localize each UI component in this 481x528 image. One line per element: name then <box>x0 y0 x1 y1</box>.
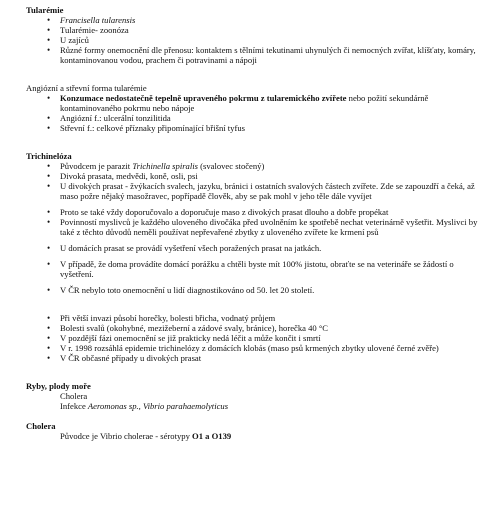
list-item-text: Původcem je parazit <box>60 161 133 171</box>
text-line: Cholera <box>60 391 88 401</box>
list-item <box>60 353 481 363</box>
list-item <box>60 35 481 45</box>
list-item <box>60 181 481 201</box>
list-item <box>60 25 481 35</box>
list-item-text: V r. 1998 rozsáhlá epidemie trichinelózy z domácích klobás (maso psů krmených zbytky ulovené černé zvěře) <box>60 343 439 353</box>
list-item-text: Tularémie- zoonóza <box>60 25 129 35</box>
list-item-text: nebo požití sekundárně kontaminovaného pokrmu nebo nápoje <box>60 93 429 113</box>
section-heading: Tularémie <box>26 5 64 15</box>
bullet-list <box>26 161 481 295</box>
list-item <box>60 15 481 25</box>
list-item-text: U domácích prasat se provádí vyšetření všech poražených prasat na jatkách. <box>60 243 322 253</box>
list-item-text: V pozdější fázi onemocnění se již prakticky nedá léčit a může končit i smrtí <box>60 333 321 343</box>
list-item-text: Střevní f.: celkové příznaky připomínající břišní tyfus <box>60 123 245 133</box>
list-item-text: Povinností myslivců je každého uloveného divočáka před uvolněním ke spotřebě nechat veterinárně vyšetřit. Myslivci by také z těchto důvodů neměli používat nepřevařené zbytky z uloveného zvířete ke krmení psů <box>60 217 478 237</box>
section-heading: Angiózní a střevní forma tularémie <box>26 83 147 93</box>
list-item <box>60 207 481 217</box>
list-item-text: V ČR občasné případy u divokých prasat <box>60 353 202 363</box>
list-item <box>60 123 481 133</box>
section-ryby <box>26 381 481 411</box>
text-span: Původce je Vibrio cholerae - sérotypy <box>60 431 193 441</box>
text-line <box>26 431 481 441</box>
list-item-bold: Konzumace nedostatečně tepelně upraveného pokrmu z tularemického zvířete <box>60 93 347 103</box>
section-heading: Trichinelóza <box>26 151 72 161</box>
bullet-list <box>26 93 481 133</box>
bullet-list <box>26 15 481 65</box>
list-item-text: Francisella tularensis <box>60 15 136 25</box>
list-item-italic: Trichinella spiralis <box>132 161 198 171</box>
list-item <box>60 45 481 65</box>
list-item-text: Angiózní f.: ulcerální tonzilitida <box>60 113 171 123</box>
list-item-text: (svalovec stočený) <box>197 161 265 171</box>
list-item-text: V ČR nebylo toto onemocnění u lidí diagnostikováno od 50. let 20 století. <box>60 285 315 295</box>
list-item <box>60 93 481 113</box>
section-heading: Ryby, plody moře <box>26 381 91 391</box>
list-item-text: Různé formy onemocnění dle přenosu: kontaktem s tělními tekutinami uhynulých či nemocných zvířat, klíšťaty, komáry, kontaminovanou vodou, prachem či potravinami a nápoji <box>60 45 476 65</box>
list-item <box>60 323 481 333</box>
section-tularemie <box>26 5 481 65</box>
list-item <box>60 343 481 353</box>
section-heading: Cholera <box>26 421 56 431</box>
list-item <box>60 313 481 323</box>
text-italic: Aeromonas sp., Vibrio parahaemolyticus <box>87 401 229 411</box>
text-line <box>26 401 481 411</box>
list-item-text: Divoká prasata, medvědi, koně, osli, psi <box>60 171 198 181</box>
section-cholera <box>26 421 481 441</box>
list-item-text: Proto se také vždy doporučovalo a doporučuje maso z divokých prasat dlouho a dobře propékat <box>60 207 389 217</box>
section-trichineloza <box>26 151 481 363</box>
list-item-text: V případě, že doma provádíte domácí porážku a chtěli byste mít 100% jistotu, obraťte se na veterináře se žádostí o vyšetření. <box>60 259 454 279</box>
list-item <box>60 259 481 279</box>
list-item-text: U zajíců <box>60 35 89 45</box>
bullet-list <box>26 313 481 363</box>
list-item <box>60 333 481 343</box>
text-span: Infekce <box>60 401 88 411</box>
text-bold: O1 a O139 <box>192 431 232 441</box>
list-item-text: Při větší invazi působí horečky, bolesti břicha, vodnatý průjem <box>60 313 276 323</box>
list-item-text: Bolesti svalů (okohybné, mezižeberní a zádové svaly, bránice), horečka 40 °C <box>60 323 328 333</box>
list-item-text: U divokých prasat - žvýkacích svalech, jazyku, bránici i ostatních svalových částech zvířete. Zde se zapouzdří a čeká, až maso požre nějaký masožravec, popřípadě člověk, aby se pak mohl v jeho těle dále vyvíjet <box>60 181 475 201</box>
section-angiozni <box>26 83 481 133</box>
list-item <box>60 113 481 123</box>
list-item <box>60 217 481 237</box>
list-item <box>60 161 481 171</box>
list-item <box>60 285 481 295</box>
list-item <box>60 171 481 181</box>
list-item <box>60 243 481 253</box>
